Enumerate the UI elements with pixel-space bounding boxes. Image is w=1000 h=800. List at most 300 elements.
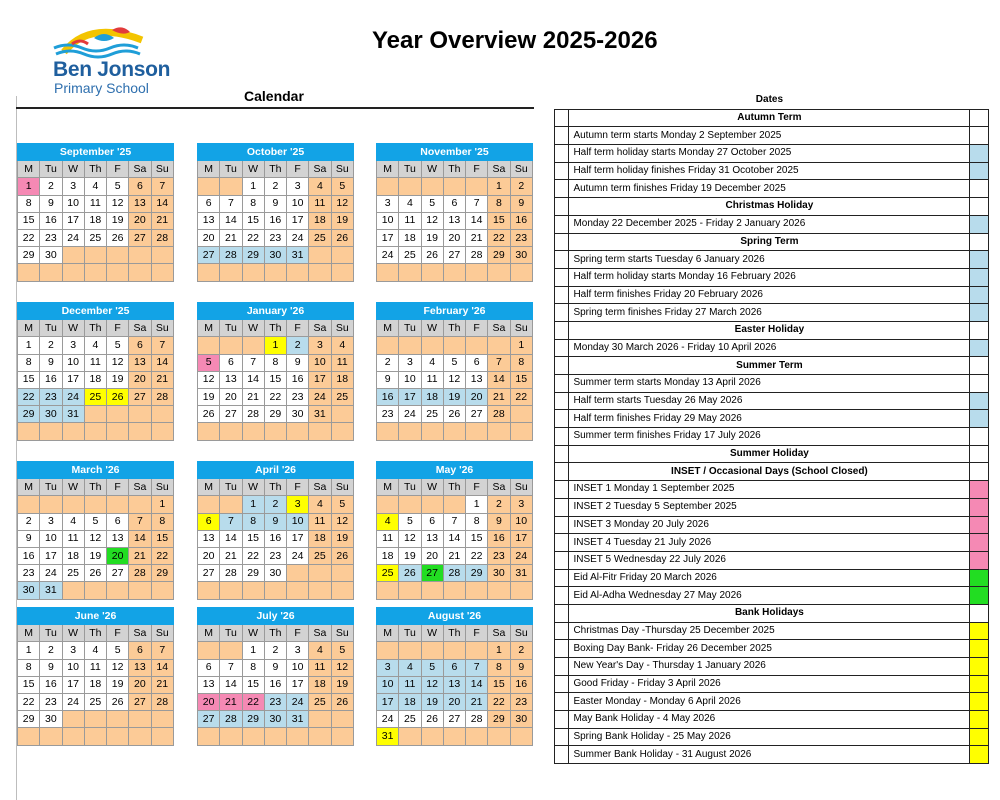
weekday-label: W <box>242 161 264 178</box>
day-cell: 4 <box>377 513 399 530</box>
day-cell: 24 <box>510 547 533 564</box>
day-cell <box>107 247 129 264</box>
day-cell: 25 <box>84 229 106 246</box>
day-cell: 4 <box>84 178 106 195</box>
dates-entry-text: Half term holiday starts Monday 16 February 2026 <box>569 268 970 286</box>
day-cell: 11 <box>62 530 84 547</box>
day-cell: 20 <box>443 229 465 246</box>
day-cell: 2 <box>510 178 533 195</box>
weekday-label: Su <box>151 161 174 178</box>
day-cell <box>220 264 242 281</box>
day-cell <box>488 728 510 745</box>
day-cell <box>466 178 488 195</box>
day-cell: 18 <box>377 547 399 564</box>
day-cell <box>309 423 331 440</box>
day-cell: 24 <box>62 229 84 246</box>
day-cell <box>399 642 421 659</box>
weekday-label: M <box>198 320 220 337</box>
day-cell: 18 <box>309 676 331 693</box>
row-spacer-cell <box>555 640 569 658</box>
day-cell: 23 <box>40 693 62 710</box>
color-key-swatch <box>970 215 989 233</box>
day-cell: 20 <box>421 547 443 564</box>
day-cell: 5 <box>331 642 354 659</box>
day-cell: 26 <box>443 406 465 423</box>
day-cell: 7 <box>466 195 488 212</box>
color-key-swatch <box>970 711 989 729</box>
day-cell: 13 <box>466 371 488 388</box>
day-cell: 8 <box>488 195 510 212</box>
day-cell: 2 <box>18 513 40 530</box>
day-cell: 27 <box>198 711 220 728</box>
dates-row <box>555 162 989 180</box>
day-cell <box>107 728 129 745</box>
day-cell: 20 <box>443 693 465 710</box>
row-spacer-cell <box>555 198 569 216</box>
day-cell: 22 <box>510 388 533 405</box>
dates-row <box>555 428 989 446</box>
weekday-label: W <box>242 625 264 642</box>
weekday-label: W <box>62 320 84 337</box>
day-cell <box>287 582 309 599</box>
dates-row <box>555 516 989 534</box>
day-cell: 27 <box>466 406 488 423</box>
day-cell: 3 <box>62 642 84 659</box>
day-cell: 4 <box>309 178 331 195</box>
row-spacer-cell <box>555 463 569 481</box>
day-cell: 21 <box>151 676 174 693</box>
day-cell: 1 <box>151 496 174 513</box>
day-cell: 1 <box>466 496 488 513</box>
day-cell: 3 <box>287 642 309 659</box>
day-cell <box>287 264 309 281</box>
day-cell: 13 <box>129 195 151 212</box>
day-cell: 7 <box>220 195 242 212</box>
dates-heading: Dates <box>755 94 784 106</box>
month-calendar <box>376 607 533 746</box>
dates-entry-text: Summer term finishes Friday 17 July 2026 <box>569 428 970 446</box>
day-cell <box>264 728 286 745</box>
day-cell <box>151 711 174 728</box>
weekday-label: F <box>287 625 309 642</box>
day-cell: 17 <box>309 371 331 388</box>
day-cell: 24 <box>377 247 399 264</box>
day-cell: 21 <box>242 388 264 405</box>
color-key-swatch <box>970 516 989 534</box>
row-spacer-cell <box>555 428 569 446</box>
day-cell: 8 <box>488 659 510 676</box>
day-cell: 19 <box>331 530 354 547</box>
day-cell: 17 <box>287 676 309 693</box>
school-subtitle: Primary School <box>54 80 149 96</box>
day-cell: 1 <box>242 642 264 659</box>
weekday-label: Sa <box>309 161 331 178</box>
day-cell: 17 <box>62 676 84 693</box>
day-cell: 12 <box>107 354 129 371</box>
day-cell: 12 <box>331 659 354 676</box>
day-cell <box>309 565 331 582</box>
dates-section-label: INSET / Occasional Days (School Closed) <box>569 463 970 481</box>
dates-section-row <box>555 604 989 622</box>
color-key-swatch <box>970 463 989 481</box>
dates-section-label: Spring Term <box>569 233 970 251</box>
weekday-label: Tu <box>399 479 421 496</box>
day-cell: 22 <box>488 229 510 246</box>
day-cell: 28 <box>220 565 242 582</box>
day-cell: 11 <box>309 513 331 530</box>
day-cell: 29 <box>18 711 40 728</box>
day-cell: 8 <box>466 513 488 530</box>
weekday-label: Su <box>331 625 354 642</box>
day-cell <box>84 496 106 513</box>
day-cell: 24 <box>62 693 84 710</box>
day-cell: 10 <box>62 195 84 212</box>
weekday-label: Su <box>510 625 533 642</box>
dates-row <box>555 693 989 711</box>
day-cell <box>331 406 354 423</box>
day-cell: 27 <box>443 247 465 264</box>
color-key-swatch <box>970 357 989 375</box>
day-cell: 29 <box>242 565 264 582</box>
day-cell <box>443 178 465 195</box>
day-cell: 26 <box>331 547 354 564</box>
day-cell <box>488 582 510 599</box>
day-cell <box>264 423 286 440</box>
day-cell: 18 <box>399 229 421 246</box>
day-cell: 22 <box>242 547 264 564</box>
day-cell: 28 <box>242 406 264 423</box>
day-cell: 14 <box>151 659 174 676</box>
dates-entry-text: Eid Al-Adha Wednesday 27 May 2026 <box>569 587 970 605</box>
dates-section-label: Christmas Holiday <box>569 198 970 216</box>
day-cell <box>40 264 62 281</box>
dates-row <box>555 215 989 233</box>
day-cell: 14 <box>488 371 510 388</box>
month-title: January '26 <box>198 303 354 320</box>
row-spacer-cell <box>555 498 569 516</box>
weekday-label: W <box>421 161 443 178</box>
dates-entry-text: Christmas Day -Thursday 25 December 2025 <box>569 622 970 640</box>
day-cell: 9 <box>40 659 62 676</box>
weekday-label: Su <box>331 161 354 178</box>
weekday-label: Th <box>443 625 465 642</box>
day-cell <box>377 423 399 440</box>
color-key-swatch <box>970 640 989 658</box>
day-cell: 3 <box>62 178 84 195</box>
day-cell: 10 <box>62 354 84 371</box>
day-cell <box>242 423 264 440</box>
dates-entry-text: Summer term starts Monday 13 April 2026 <box>569 375 970 393</box>
day-cell: 7 <box>220 659 242 676</box>
day-cell <box>129 423 151 440</box>
day-cell: 6 <box>129 337 151 354</box>
day-cell: 2 <box>264 642 286 659</box>
color-key-swatch <box>970 304 989 322</box>
day-cell: 16 <box>264 530 286 547</box>
day-cell: 15 <box>510 371 533 388</box>
day-cell: 16 <box>40 676 62 693</box>
weekday-label: Sa <box>488 320 510 337</box>
day-cell: 8 <box>242 659 264 676</box>
day-cell <box>151 247 174 264</box>
day-cell <box>151 264 174 281</box>
color-key-swatch <box>970 693 989 711</box>
day-cell: 15 <box>242 212 264 229</box>
weekday-label: M <box>18 479 40 496</box>
day-cell: 10 <box>287 513 309 530</box>
day-cell: 22 <box>242 693 264 710</box>
day-cell: 21 <box>220 547 242 564</box>
day-cell: 16 <box>510 676 533 693</box>
day-cell: 4 <box>84 337 106 354</box>
dates-entry-text: INSET 4 Tuesday 21 July 2026 <box>569 534 970 552</box>
dates-entry-text: Half term holiday finishes Friday 31 Ocotober 2025 <box>569 162 970 180</box>
day-cell <box>443 423 465 440</box>
dates-entry-text: Eid Al-Fitr Friday 20 March 2026 <box>569 569 970 587</box>
day-cell <box>399 582 421 599</box>
weekday-label: F <box>287 161 309 178</box>
row-spacer-cell <box>555 622 569 640</box>
day-cell: 31 <box>510 565 533 582</box>
weekday-label: M <box>18 161 40 178</box>
weekday-label: Sa <box>129 479 151 496</box>
weekday-label: Tu <box>220 320 242 337</box>
day-cell <box>62 264 84 281</box>
dates-section-row <box>555 109 989 127</box>
day-cell: 13 <box>198 676 220 693</box>
day-cell: 17 <box>62 212 84 229</box>
day-cell <box>198 582 220 599</box>
dates-row <box>555 622 989 640</box>
color-key-swatch <box>970 445 989 463</box>
day-cell <box>129 406 151 423</box>
day-cell <box>466 728 488 745</box>
day-cell: 4 <box>399 659 421 676</box>
day-cell: 26 <box>107 229 129 246</box>
dates-row <box>555 304 989 322</box>
day-cell: 15 <box>242 676 264 693</box>
day-cell: 30 <box>264 247 286 264</box>
day-cell <box>399 264 421 281</box>
day-cell: 27 <box>107 565 129 582</box>
day-cell <box>220 423 242 440</box>
weekday-label: W <box>242 320 264 337</box>
day-cell: 28 <box>151 388 174 405</box>
dates-section-label: Autumn Term <box>569 109 970 127</box>
day-cell <box>443 582 465 599</box>
day-cell: 7 <box>466 659 488 676</box>
day-cell <box>377 178 399 195</box>
day-cell: 17 <box>377 693 399 710</box>
month-title: March '26 <box>18 462 174 479</box>
day-cell <box>466 642 488 659</box>
day-cell: 4 <box>309 496 331 513</box>
day-cell: 28 <box>220 247 242 264</box>
row-spacer-cell <box>555 339 569 357</box>
day-cell: 11 <box>84 354 106 371</box>
dates-row <box>555 534 989 552</box>
day-cell: 18 <box>84 371 106 388</box>
day-cell <box>510 264 533 281</box>
day-cell: 16 <box>264 212 286 229</box>
day-cell: 5 <box>107 642 129 659</box>
day-cell: 14 <box>443 530 465 547</box>
color-key-swatch <box>970 180 989 198</box>
day-cell: 25 <box>84 693 106 710</box>
day-cell <box>443 642 465 659</box>
day-cell: 9 <box>18 530 40 547</box>
day-cell: 23 <box>377 406 399 423</box>
day-cell: 15 <box>18 676 40 693</box>
day-cell: 18 <box>331 371 354 388</box>
day-cell: 31 <box>62 406 84 423</box>
dates-row <box>555 145 989 163</box>
day-cell <box>264 582 286 599</box>
day-cell: 12 <box>107 195 129 212</box>
row-spacer-cell <box>555 268 569 286</box>
day-cell: 28 <box>151 229 174 246</box>
day-cell <box>18 496 40 513</box>
day-cell <box>510 406 533 423</box>
day-cell: 5 <box>399 513 421 530</box>
day-cell <box>443 496 465 513</box>
day-cell <box>309 247 331 264</box>
day-cell: 26 <box>421 247 443 264</box>
day-cell: 22 <box>488 693 510 710</box>
day-cell: 1 <box>18 337 40 354</box>
dates-row <box>555 640 989 658</box>
day-cell: 17 <box>40 547 62 564</box>
day-cell <box>331 565 354 582</box>
weekday-label: F <box>107 479 129 496</box>
day-cell: 22 <box>264 388 286 405</box>
row-spacer-cell <box>555 304 569 322</box>
day-cell <box>399 496 421 513</box>
color-key-swatch <box>970 127 989 145</box>
day-cell: 6 <box>421 513 443 530</box>
day-cell: 18 <box>84 212 106 229</box>
day-cell <box>107 423 129 440</box>
row-spacer-cell <box>555 516 569 534</box>
weekday-label: W <box>421 479 443 496</box>
day-cell: 20 <box>466 388 488 405</box>
color-key-swatch <box>970 604 989 622</box>
day-cell <box>264 264 286 281</box>
day-cell: 30 <box>40 406 62 423</box>
day-cell: 23 <box>287 388 309 405</box>
day-cell: 19 <box>198 388 220 405</box>
day-cell: 16 <box>377 388 399 405</box>
month-calendar <box>197 461 354 600</box>
day-cell: 2 <box>40 178 62 195</box>
day-cell: 2 <box>287 337 309 354</box>
dates-row <box>555 746 989 764</box>
weekday-label: F <box>287 479 309 496</box>
day-cell <box>18 423 40 440</box>
weekday-label: Th <box>264 320 286 337</box>
row-spacer-cell <box>555 286 569 304</box>
day-cell: 12 <box>443 371 465 388</box>
day-cell: 17 <box>377 229 399 246</box>
day-cell: 30 <box>264 565 286 582</box>
day-cell: 26 <box>107 693 129 710</box>
day-cell: 4 <box>399 195 421 212</box>
dates-row <box>555 375 989 393</box>
day-cell: 26 <box>331 693 354 710</box>
day-cell: 4 <box>421 354 443 371</box>
month-title: April '26 <box>198 462 354 479</box>
dates-row <box>555 728 989 746</box>
day-cell <box>377 642 399 659</box>
day-cell: 25 <box>421 406 443 423</box>
day-cell: 6 <box>198 513 220 530</box>
day-cell: 20 <box>129 371 151 388</box>
day-cell: 23 <box>510 693 533 710</box>
day-cell <box>466 264 488 281</box>
weekday-label: Tu <box>220 161 242 178</box>
day-cell: 25 <box>84 388 106 405</box>
day-cell: 7 <box>443 513 465 530</box>
color-key-swatch <box>970 658 989 676</box>
weekday-label: W <box>62 161 84 178</box>
day-cell: 23 <box>40 229 62 246</box>
day-cell: 17 <box>287 212 309 229</box>
day-cell <box>84 406 106 423</box>
day-cell <box>198 178 220 195</box>
day-cell <box>421 642 443 659</box>
day-cell: 17 <box>62 371 84 388</box>
dates-row <box>555 551 989 569</box>
weekday-label: Th <box>84 161 106 178</box>
day-cell <box>510 728 533 745</box>
day-cell: 21 <box>129 547 151 564</box>
day-cell <box>107 496 129 513</box>
day-cell <box>287 728 309 745</box>
day-cell: 30 <box>287 406 309 423</box>
day-cell: 13 <box>421 530 443 547</box>
day-cell: 20 <box>198 547 220 564</box>
day-cell: 15 <box>488 212 510 229</box>
day-cell: 4 <box>84 642 106 659</box>
color-key-swatch <box>970 728 989 746</box>
weekday-label: F <box>466 320 488 337</box>
color-key-swatch <box>970 145 989 163</box>
day-cell: 1 <box>264 337 286 354</box>
day-cell <box>242 337 264 354</box>
weekday-label: Sa <box>129 161 151 178</box>
day-cell: 6 <box>443 195 465 212</box>
month-calendar <box>197 302 354 441</box>
day-cell: 20 <box>198 229 220 246</box>
day-cell: 8 <box>18 195 40 212</box>
month-calendar <box>197 143 354 282</box>
day-cell <box>331 423 354 440</box>
day-cell: 29 <box>18 247 40 264</box>
dates-entry-text: INSET 1 Monday 1 September 2025 <box>569 481 970 499</box>
day-cell: 12 <box>399 530 421 547</box>
day-cell <box>443 337 465 354</box>
dates-row <box>555 127 989 145</box>
day-cell: 24 <box>309 388 331 405</box>
day-cell <box>107 582 129 599</box>
day-cell: 2 <box>264 496 286 513</box>
day-cell: 8 <box>264 354 286 371</box>
month-title: December '25 <box>18 303 174 320</box>
day-cell: 25 <box>309 229 331 246</box>
day-cell: 18 <box>62 547 84 564</box>
day-cell: 6 <box>466 354 488 371</box>
day-cell: 1 <box>488 642 510 659</box>
